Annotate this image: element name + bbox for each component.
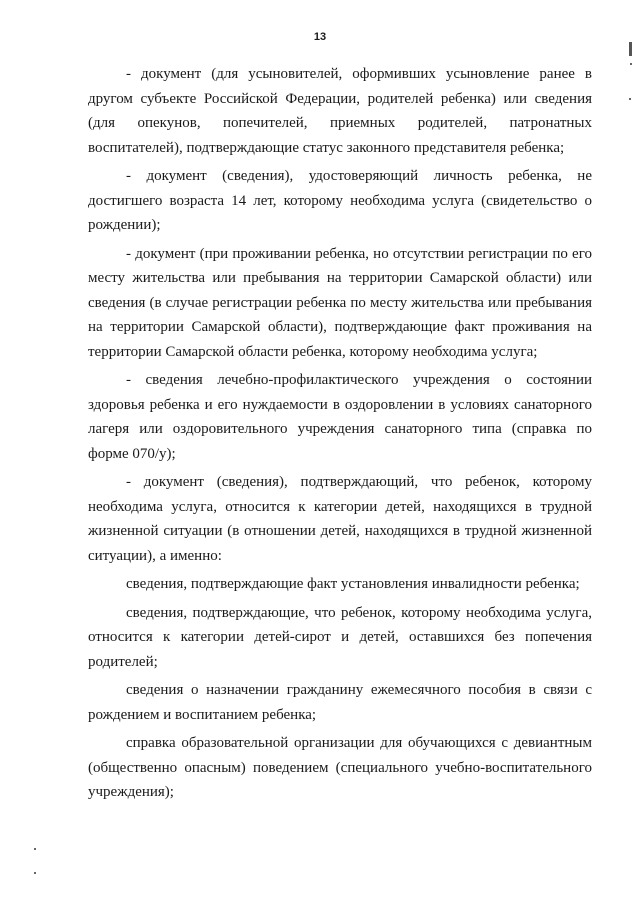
scan-speck [629, 98, 631, 100]
paragraph-medical-certificate: - сведения лечебно-профилактического учреждения о состоянии здоровья ребенка и его нуждаемости в оздоровлении в условиях санаторного лагеря или оздоровительного учреждения санаторного типа (справка по форме 070/у); [88, 372, 592, 462]
scan-speck [630, 63, 632, 65]
paragraph-residence: - документ (при проживании ребенка, но отсутствии регистрации по его месту жительства или пребывания на территории Самарской области) или сведения (в случае регистрации ребенка по месту жительства или пребывания на территории Самарской области), подтверждающие факт проживания на территории Самарской области ребенка, которому необходима услуга; [88, 245, 592, 360]
scan-speck [34, 848, 36, 850]
paragraph-child-identity: - документ (сведения), удостоверяющий личность ребенка, не достигшего возраста 14 лет, которому необходима услуга (свидетельство о рождении); [88, 168, 592, 233]
page-number: 13 [313, 31, 327, 43]
document-body [88, 62, 592, 809]
paragraph-monthly-allowance: сведения о назначении гражданину ежемесячного пособия в связи с рождением и воспитанием ребенка; [88, 682, 592, 723]
paragraph-education-certificate: справка образовательной организации для обучающихся с девиантным (общественно опасным) поведением (специального учебно-воспитательного учреждения); [88, 735, 592, 800]
paragraph-orphans: сведения, подтверждающие, что ребенок, которому необходима услуга, относится к категории детей-сирот и детей, оставшихся без попечения родителей; [88, 604, 592, 670]
scan-speck [34, 872, 36, 874]
paragraph-disability: сведения, подтверждающие факт установления инвалидности ребенка; [126, 576, 580, 592]
paragraph-legal-representative: - документ (для усыновителей, оформивших усыновление ранее в другом субъекте Российской Федерации, родителей ребенка) или сведения (для опекунов, попечителей, приемных родителей, патронатных воспитателей), подтверждающие статус законного представителя ребенка; [88, 66, 592, 156]
scan-margin-mark [629, 42, 632, 56]
paragraph-difficult-situation: - документ (сведения), подтверждающий, что ребенок, которому необходима услуга, относится к категории детей, находящихся в трудной жизненной ситуации (в отношении детей, находящихся в трудной жизненной ситуации), а именно: [88, 474, 592, 564]
